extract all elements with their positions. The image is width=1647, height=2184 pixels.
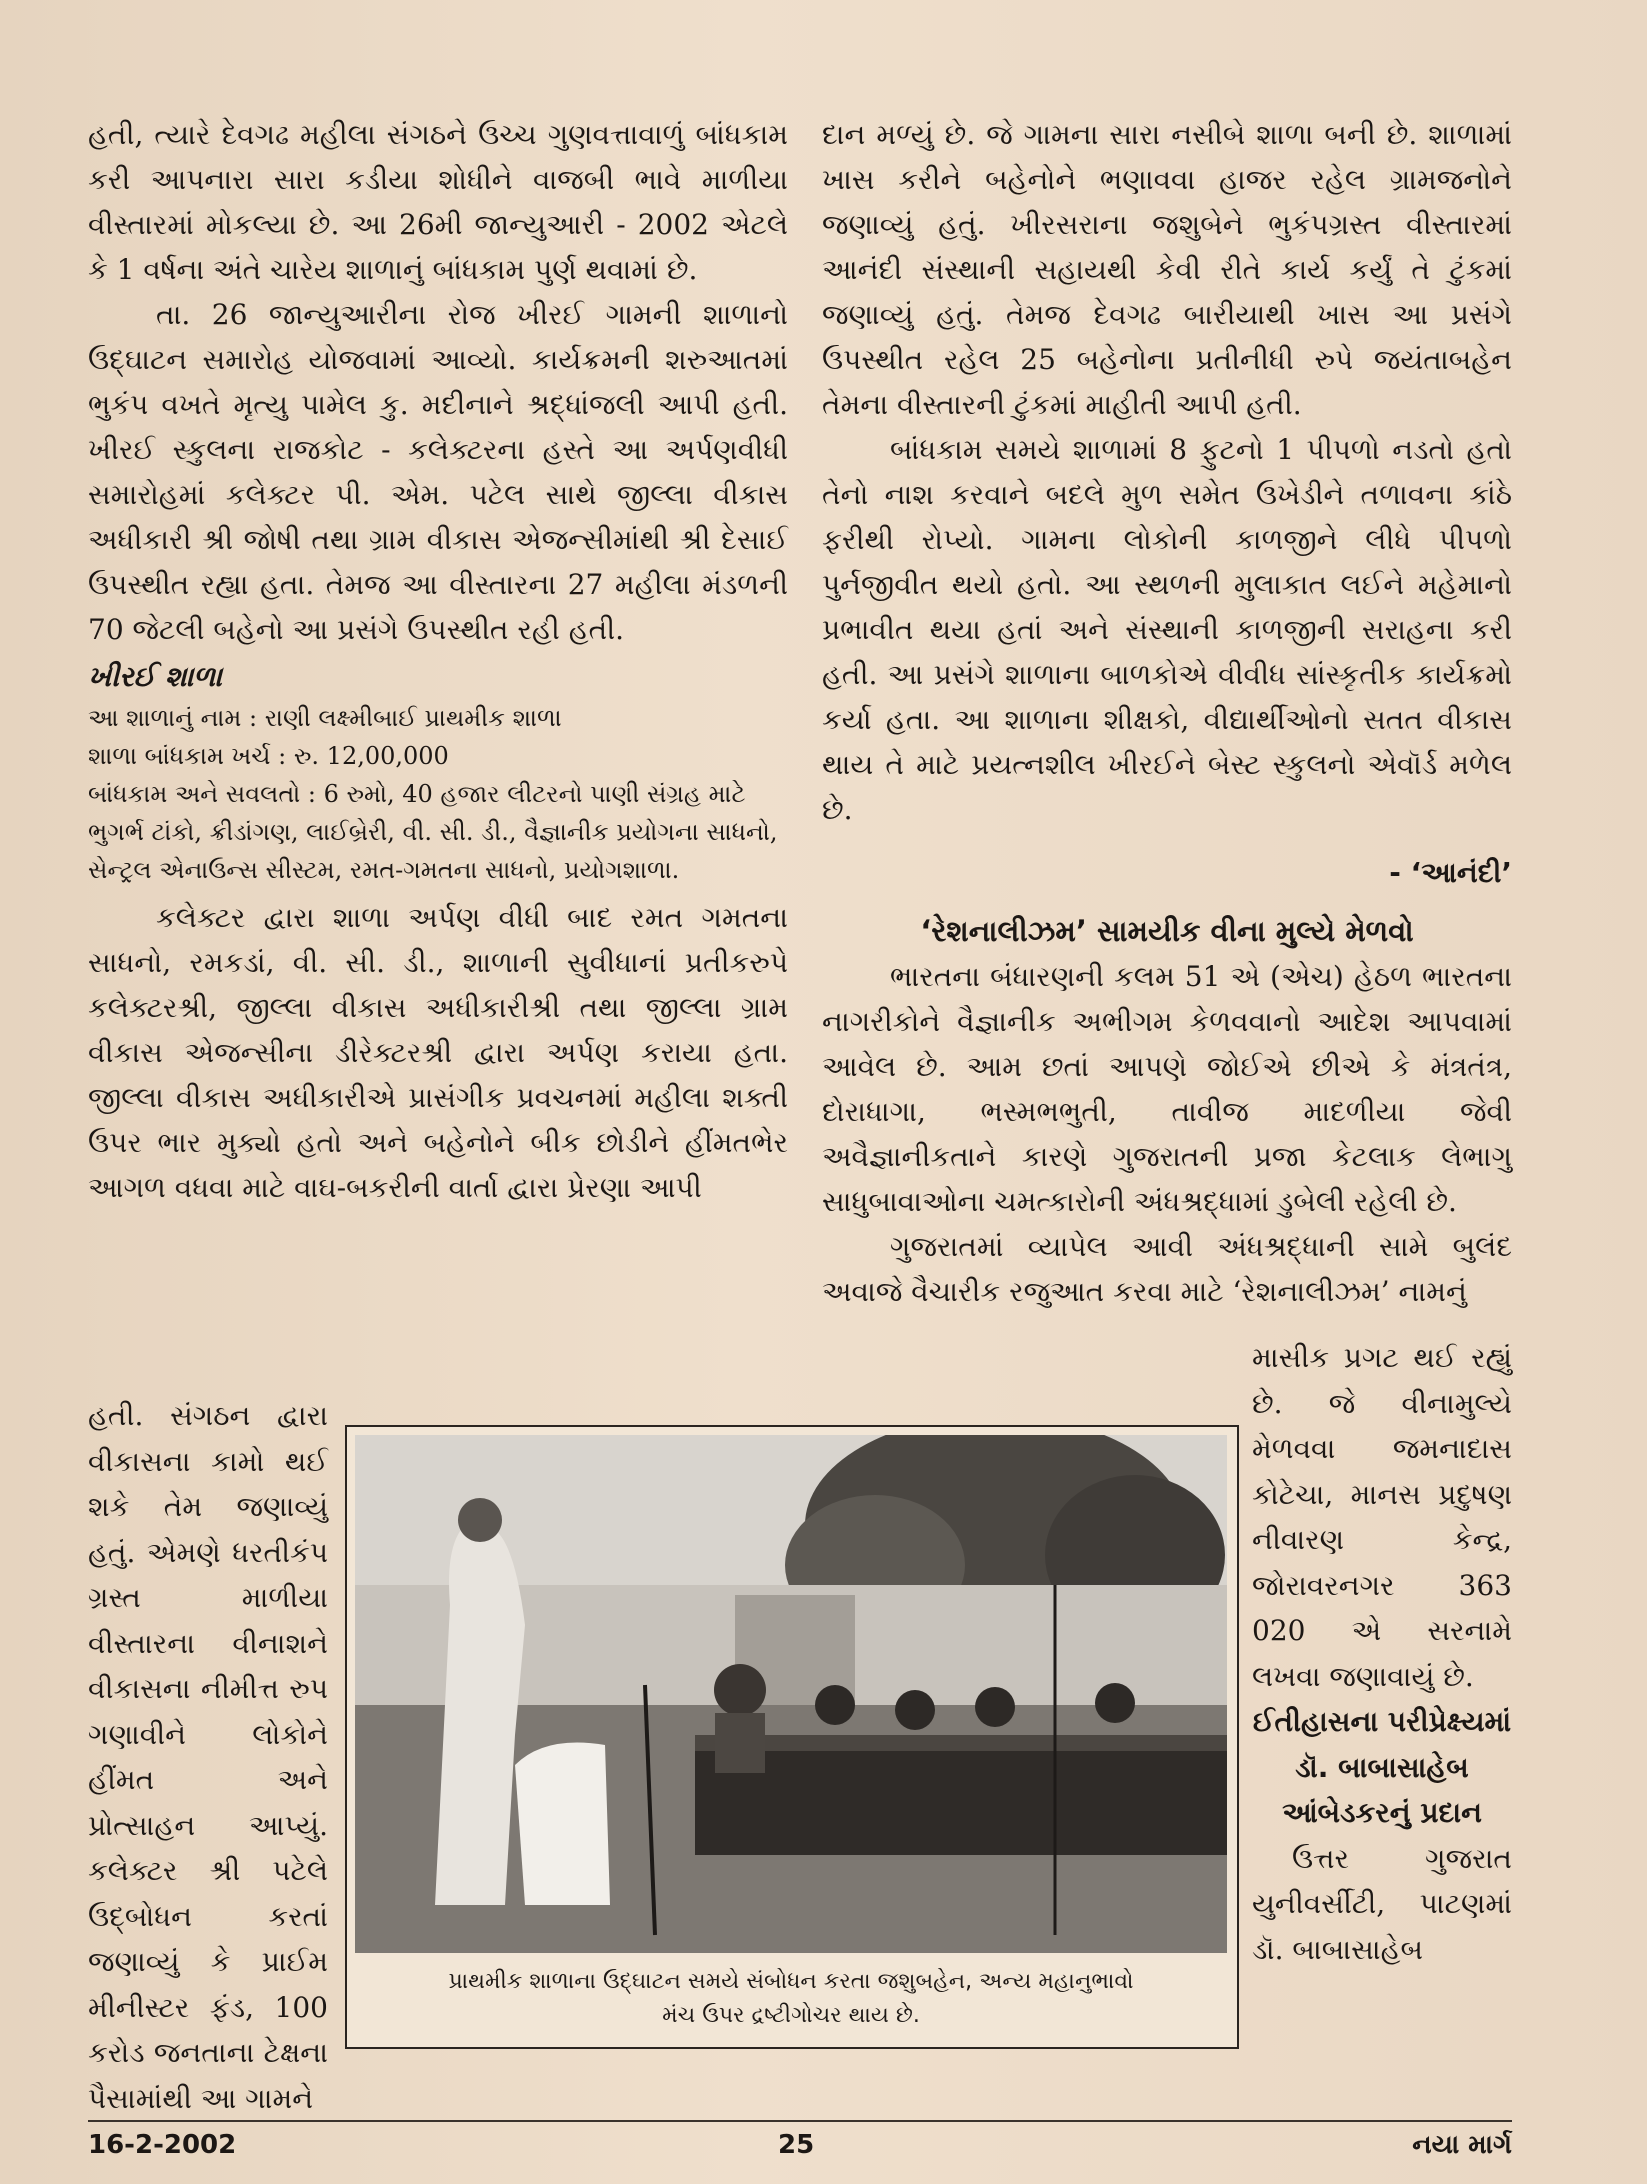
left-column — [88, 112, 788, 1210]
article-3-paragraph-1: ઉત્તર ગુજરાત યુનીવર્સીટી, પાટણમાં ડૉ. બાબાસાહેબ — [1252, 1841, 1512, 1966]
school-name-line: આ શાળાનું નામ : રાણી લક્ષ્મીબાઈ પ્રાથમીક શાળા — [88, 704, 562, 732]
page-footer — [88, 2130, 1512, 2170]
event-photo — [355, 1435, 1227, 1953]
article-2-paragraph-2-continued: માસીક પ્રગટ થઈ રહ્યું છે. જે વીનામુલ્યે મેળવવા જમનાદાસ કોટેચા, માનસ પ્રદુષણ નીવારણ કેન્દ્ર, જોરાવરનગર 363 020 એ સરનામે લખવા જણાવાયું છે. — [1252, 1341, 1512, 1693]
article-byline: - ‘આનંદી’ — [1389, 856, 1512, 889]
event-photo-illustration — [355, 1435, 1227, 1953]
school-heading: ખીરઈ શાળા — [88, 660, 223, 693]
article-2-title: ‘રેશનાલીઝમ’ સામયીક વીના મુલ્યે મેળવો — [920, 914, 1414, 948]
article-2-paragraph-1: ભારતના બંધારણની કલમ 51 એ (એચ) હેઠળ ભારતના નાગરીકોને વૈજ્ઞાનીક અભીગમ કેળવવાનો આદેશ આપવામાં આવેલ છે. આમ છતાં આપણે જોઈએ છીએ કે મંત્રતંત્ર, દોરાધાગા, ભસ્મભભુતી, તાવીજ માદળીયા જેવી અવૈજ્ઞાનીકતાને કારણે ગુજરાતની પ્રજા કેટલાક લેભાગુ સાધુબાવાઓના ચમત્કારોની અંધશ્રદ્ધામાં ડુબેલી રહેલી છે. — [822, 960, 1512, 1218]
footer-magazine-name: નયા માર્ગ — [1412, 2130, 1512, 2160]
school-facilities-line: બાંધકામ અને સવલતો : 6 રુમો, 40 હજાર લીટરનો પાણી સંગ્રહ માટે ભુગર્ભ ટાંકો, ક્રીડાંગણ, લાઈબ્રેરી, વી. સી. ડી., વૈજ્ઞાનીક પ્રયોગના સાધનો, સેન્ટ્રલ એનાઉન્સ સીસ્ટમ, રમત-ગમતના સાધનો, પ્રયોગશાળા. — [88, 780, 778, 884]
left-paragraph-3: કલેક્ટર દ્વારા શાળા અર્પણ વીધી બાદ રમત ગમતના સાધનો, રમકડાં, વી. સી. ડી., શાળાની સુવીધાનાં પ્રતીકરુપે કલેક્ટરશ્રી, જીલ્લા વીકાસ અધીકારીશ્રી તથા જીલ્લા ગ્રામ વીકાસ એજન્સીના ડીરેક્ટરશ્રી દ્વારા અર્પણ કરાયા હતા. જીલ્લા વીકાસ અધીકારીએ પ્રાસંગીક પ્રવચનમાં મહીલા શક્તી ઉપર ભાર મુક્યો હતો અને બહેનોને બીક છોડીને હીંમતભેર આગળ વધવા માટે વાઘ-બકરીની વાર્તા દ્વારા પ્રેરણા આપી — [88, 901, 788, 1204]
photo-caption-line-2: મંચ ઉપર દ્રષ્ટીગોચર થાય છે. — [662, 2003, 920, 2028]
photo-frame — [345, 1425, 1239, 2049]
article-3-title: ઈતીહાસના પરીપ્રેક્ષ્યમાં ડૉ. બાબાસાહેબ આંબેડકરનું પ્રદાન — [1252, 1705, 1512, 1829]
footer-rule — [88, 2120, 1512, 2122]
left-narrow-column — [88, 1393, 328, 2121]
left-paragraph-2: તા. 26 જાન્યુઆરીના રોજ ખીરઈ ગામની શાળાનો ઉદ્‌ઘાટન સમારોહ યોજવામાં આવ્યો. કાર્યક્રમની શરુઆતમાં ભુકંપ વખતે મૃત્યુ પામેલ કુ. મદીનાને શ્રદ્ધાંજલી આપી હતી. ખીરઈ સ્કુલના રાજકોટ - કલેક્ટરના હસ્તે આ અર્પણવીધી સમારોહમાં કલેક્ટર પી. એમ. પટેલ સાથે જીલ્લા વીકાસ અધીકારી શ્રી જોષી તથા ગ્રામ વીકાસ એજન્સીમાંથી શ્રી દેસાઈ ઉપસ્થીત રહ્યા હતા. તેમજ આ વીસ્તારના 27 મહીલા મંડળની 70 જેટલી બહેનો આ પ્રસંગે ઉપસ્થીત રહી હતી. — [88, 298, 788, 646]
footer-date: 16-2-2002 — [88, 2130, 237, 2160]
right-paragraph-1: દાન મળ્યું છે. જે ગામના સારા નસીબે શાળા બની છે. શાળામાં ખાસ કરીને બહેનોને ભણાવવા હાજર રહેલ ગ્રામજનોને જણાવ્યું હતું. ખીરસરાના જશુબેને ભુકંપગ્રસ્ત વીસ્તારમાં આનંદી સંસ્થાની સહાયથી કેવી રીતે કાર્ય કર્યું તે ટુંકમાં જણાવ્યું હતું. તેમજ દેવગઢ બારીયાથી ખાસ આ પ્રસંગે ઉપસ્થીત રહેલ 25 બહેનોના પ્રતીનીધી રુપે જયંતાબહેન તેમના વીસ્તારની ટુંકમાં માહીતી આપી હતી. — [822, 118, 1512, 421]
right-paragraph-2: બાંધકામ સમયે શાળામાં 8 ફુટનો 1 પીપળો નડતો હતો તેનો નાશ કરવાને બદલે મુળ સમેત ઉખેડીને તળાવના કાંઠે ફરીથી રોપ્યો. ગામના લોકોની કાળજીને લીધે પીપળો પુર્નજીવીત થયો હતો. આ સ્થળની મુલાકાત લઈને મહેમાનો પ્રભાવીત થયા હતાં અને સંસ્થાની કાળજીની સરાહના કરી હતી. આ પ્રસંગે શાળાના બાળકોએ વીવીધ સાંસ્કૃતીક કાર્યક્રમો કર્યા હતા. આ શાળાના શીક્ષકો, વીદ્યાર્થીઓનો સતત વીકાસ થાય તે માટે પ્રયત્નશીલ ખીરઈને બેસ્ટ સ્કુલનો એવૉર્ડ મળેલ છે. — [822, 433, 1512, 826]
photo-caption-line-1: પ્રાથમીક શાળાના ઉદ્‌ઘાટન સમયે સંબોધન કરતા જશુબહેન, અન્ય મહાનુભાવો — [448, 1969, 1134, 1994]
school-cost-line: શાળા બાંધકામ ખર્ચ : રુ. 12,00,000 — [88, 742, 449, 770]
right-column — [822, 112, 1512, 1314]
left-paragraph-3-continued: હતી. સંગઠન દ્વારા વીકાસના કામો થઈ શકે તેમ જણાવ્યું હતું. એમણે ધરતીકંપ ગ્રસ્ત માળીયા વીસ્તારના વીનાશને વીકાસના નીમીત્ત રુપ ગણાવીને લોકોને હીંમત અને પ્રોત્સાહન આપ્યું. કલેક્ટર શ્રી પટેલે ઉદ્‌બોધન કરતાં જણાવ્યું કે પ્રાઈમ મીનીસ્ટર ફંડ, 100 કરોડ જનતાના ટેક્ષના પૈસામાંથી આ ગામને — [88, 1399, 328, 2115]
left-paragraph-1: હતી, ત્યારે દેવગઢ મહીલા સંગઠને ઉચ્ચ ગુણવત્તાવાળું બાંધકામ કરી આપનારા સારા કડીયા શોધીને વાજબી ભાવે માળીયા વીસ્તારમાં મોકલ્યા છે. આ 26મી જાન્યુઆરી - 2002 એટલે કે 1 વર્ષના અંતે ચારેય શાળાનું બાંધકામ પુર્ણ થવામાં છે. — [88, 118, 788, 286]
right-narrow-column — [1252, 1335, 1512, 1972]
school-info-block — [88, 699, 788, 889]
footer-page-number: 25 — [778, 2130, 815, 2160]
article-2-paragraph-2: ગુજરાતમાં વ્યાપેલ આવી અંધશ્રદ્ધાની સામે બુલંદ અવાજે વૈચારીક રજુઆત કરવા માટે ‘રેશનાલીઝમ’ નામનું — [822, 1230, 1512, 1308]
photo-caption — [355, 1965, 1227, 2033]
